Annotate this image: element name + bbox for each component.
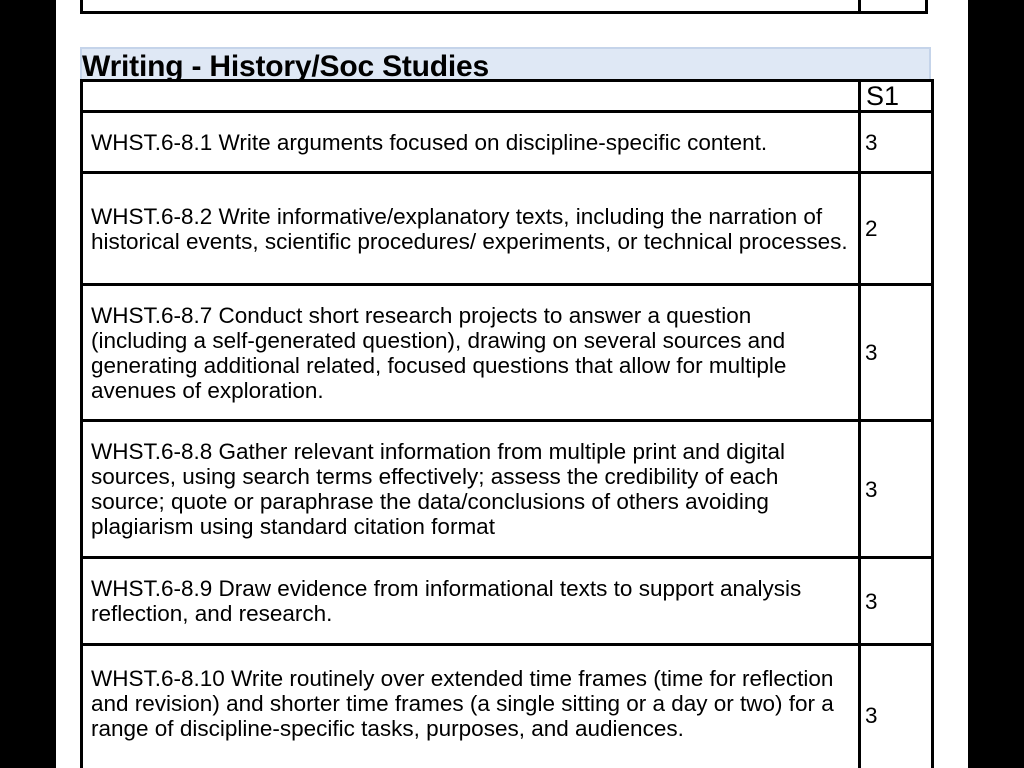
- standard-description: WHST.6-8.10 Write routinely over extended time frames (time for reflection and revision) and shorter time frames (a single sitting or a day or two) for a range of discipline-specific tasks, purposes, and audiences.: [82, 645, 860, 768]
- standard-description: WHST.6-8.2 Write informative/explanatory texts, including the narration of historical events, scientific procedures/ experiments, or technical processes.: [82, 173, 860, 285]
- table-row: [82, 645, 933, 768]
- standard-score: 2: [860, 173, 933, 285]
- table-row: [82, 421, 933, 558]
- description-column-header: [82, 81, 860, 112]
- standards-table: [80, 79, 934, 768]
- table-row: [82, 285, 933, 421]
- section-title: Writing - History/Soc Studies: [82, 50, 490, 83]
- standard-description: WHST.6-8.8 Gather relevant information from multiple print and digital sources, using search terms effectively; assess the credibility of each source; quote or paraphrase the data/conclusions of others avoiding plagiarism using standard citation format: [82, 421, 860, 558]
- standard-score: 3: [860, 285, 933, 421]
- standard-score: 3: [860, 558, 933, 645]
- standard-score: 3: [860, 645, 933, 768]
- standard-score: 3: [860, 112, 933, 173]
- previous-table-fragment: [80, 0, 928, 14]
- table-header-row: [82, 81, 933, 112]
- previous-table-column-divider: [858, 0, 861, 11]
- table-row: [82, 173, 933, 285]
- report-card-page: [56, 0, 968, 768]
- standard-description: WHST.6-8.1 Write arguments focused on discipline-specific content.: [82, 112, 860, 173]
- table-row: [82, 558, 933, 645]
- standard-score: 3: [860, 421, 933, 558]
- table-row: [82, 112, 933, 173]
- section-header: [80, 47, 931, 83]
- standard-description: WHST.6-8.7 Conduct short research projects to answer a question (including a self-generated question), drawing on several sources and generating additional related, focused questions that allow for multiple avenues of exploration.: [82, 285, 860, 421]
- score-column-header: S1: [860, 81, 933, 112]
- standard-description: WHST.6-8.9 Draw evidence from informational texts to support analysis reflection, and research.: [82, 558, 860, 645]
